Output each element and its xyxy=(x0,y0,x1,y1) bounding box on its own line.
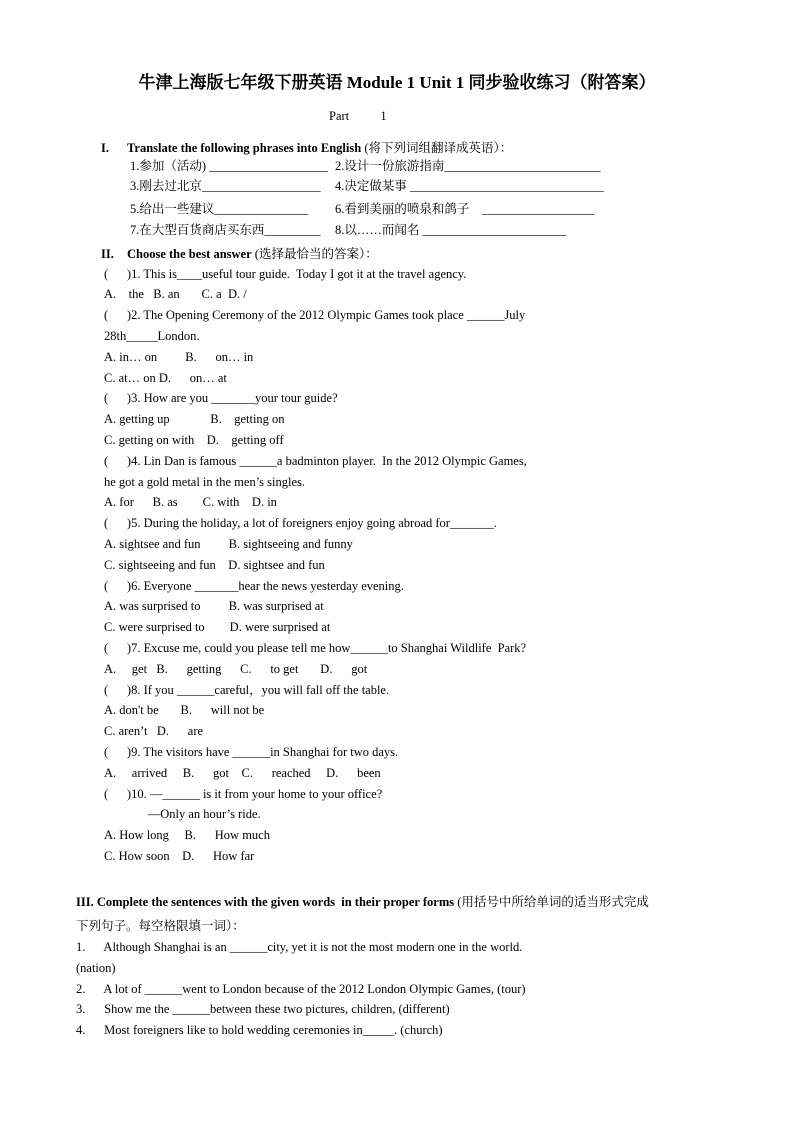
phrase-5: 5.给出一些建议_______________ xyxy=(130,202,309,216)
section-3-heading-line2: 下列句子。每空格限填一词）： xyxy=(76,919,245,933)
section-2-heading-bold: Choose the best answer xyxy=(127,247,252,261)
option-line: C. aren’t D. are xyxy=(104,724,204,738)
option-line: C. were surprised to D. were surprised at xyxy=(104,620,331,634)
section-3-heading-bold: III. Complete the sentences with the given words in their proper forms xyxy=(76,895,455,909)
question-line: ( )4. Lin Dan is famous ______a badminton player. In the 2012 Olympic Games, xyxy=(104,454,527,468)
sentence-line: 4. Most foreigners like to hold wedding ceremonies in_____. (church) xyxy=(76,1023,443,1037)
phrase-8: 8.以……而闻名 _______________________ xyxy=(335,223,567,237)
question-line: ( )6. Everyone _______hear the news yesterday evening. xyxy=(104,579,404,593)
phrase-1: 1.参加（活动) ___________________ xyxy=(130,159,328,173)
question-line: ( )7. Excuse me, could you please tell me how______to Shanghai Wildlife Park? xyxy=(104,641,527,655)
question-line: ( )2. The Opening Ceremony of the 2012 Olympic Games took place ______July xyxy=(104,308,526,322)
option-line: A. the B. an C. a D. / xyxy=(104,287,247,301)
phrase-4: 4.决定做某事 _______________________________ xyxy=(335,179,604,193)
sentence-line: 3. Show me the ______between these two pictures, children, (different) xyxy=(76,1002,450,1016)
option-line: A. getting up B. getting on xyxy=(104,412,285,426)
phrase-6: 6.看到美丽的喷泉和鸽子 __________________ xyxy=(335,202,595,216)
question-line: 28th_____London. xyxy=(104,329,200,343)
section-2-number: II. xyxy=(101,247,114,261)
option-line: A. sightsee and fun B. sightseeing and funny xyxy=(104,537,353,551)
question-line: ( )9. The visitors have ______in Shanghai for two days. xyxy=(104,745,399,759)
section-2-heading xyxy=(127,248,378,261)
option-line: A. arrived B. got C. reached D. been xyxy=(104,766,381,780)
sentence-line: 2. A lot of ______went to London because of the 2012 London Olympic Games, (tour) xyxy=(76,982,526,996)
page-title: 牛津上海版七年级下册英语 Module 1 Unit 1 同步验收练习（附答案） xyxy=(138,73,656,92)
section-2-heading-rest: (选择最恰当的答案）： xyxy=(251,247,378,261)
question-line: ( )8. If you ______careful，you will fall off the table. xyxy=(104,683,390,697)
option-line: C. getting on with D. getting off xyxy=(104,433,284,447)
section-3-heading xyxy=(76,896,649,909)
answer-line: —Only an hour’s ride. xyxy=(104,807,261,821)
option-line: A. in… on B. on… in xyxy=(104,350,254,364)
section-1-heading-rest: (将下列词组翻译成英语）： xyxy=(361,141,513,155)
option-line: A. don't be B. will not be xyxy=(104,703,265,717)
question-line: ( )10. —______ is it from your home to your office? xyxy=(104,787,383,801)
option-line: C. How soon D. How far xyxy=(104,849,255,863)
option-line: C. sightseeing and fun D. sightsee and fun xyxy=(104,558,325,572)
phrase-3: 3.刚去过北京___________________ xyxy=(130,179,321,193)
question-line: ( )1. This is____useful tour guide. Today I got it at the travel agency. xyxy=(104,267,467,281)
sentence-line: (nation) xyxy=(76,961,116,975)
section-1-number: I. xyxy=(101,141,109,155)
section-1-heading xyxy=(127,142,512,155)
part-label: Part 1 xyxy=(329,109,387,123)
option-line: A. for B. as C. with D. in xyxy=(104,495,277,509)
question-line: ( )5. During the holiday, a lot of foreigners enjoy going abroad for_______. xyxy=(104,516,497,530)
question-line: ( )3. How are you _______your tour guide? xyxy=(104,391,338,405)
question-line: he got a gold metal in the men’s singles. xyxy=(104,475,306,489)
option-line: C. at… on D. on… at xyxy=(104,371,227,385)
section-3-heading-rest: (用括号中所给单词的适当形式完成 xyxy=(454,895,649,909)
option-line: A. How long B. How much xyxy=(104,828,270,842)
phrase-2: 2.设计一份旅游指南_________________________ xyxy=(335,159,601,173)
section-1-heading-bold: Translate the following phrases into English xyxy=(127,141,362,155)
option-line: A. was surprised to B. was surprised at xyxy=(104,599,324,613)
option-line: A. get B. getting C. to get D. got xyxy=(104,662,368,676)
phrase-7: 7.在大型百货商店买东西_________ xyxy=(130,223,321,237)
sentence-line: 1. Although Shanghai is an ______city, yet it is not the most modern one in the world. xyxy=(76,940,523,954)
